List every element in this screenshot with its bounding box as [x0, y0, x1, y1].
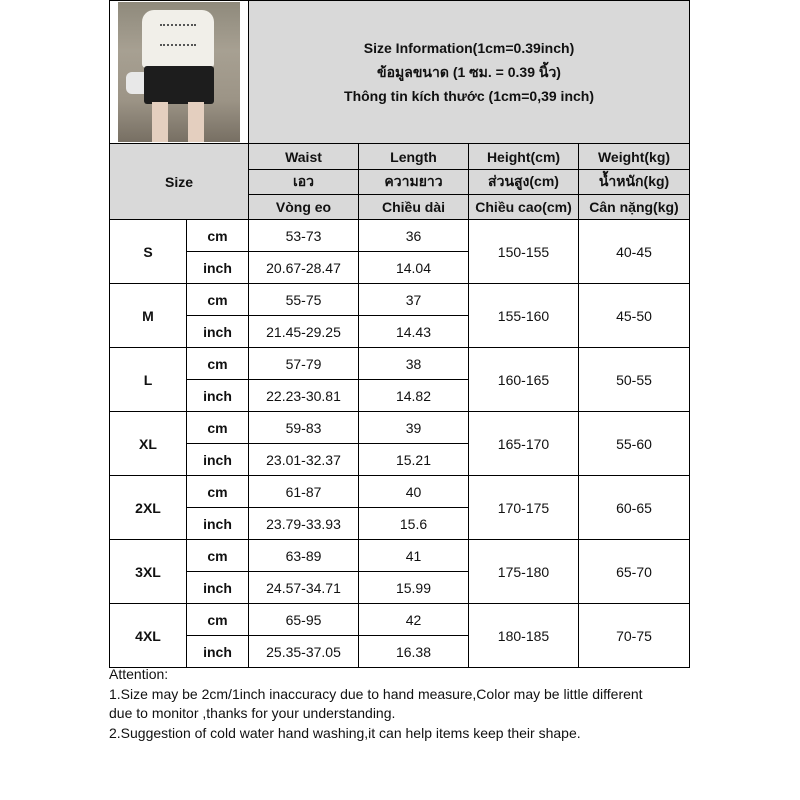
waist-cm-cell: 63-89 — [249, 540, 359, 572]
waist-inch-cell: 20.67-28.47 — [249, 252, 359, 284]
waist-header-en: Waist — [249, 144, 359, 170]
unit-cm-cell: cm — [187, 284, 249, 316]
waist-cm-cell: 61-87 — [249, 476, 359, 508]
length-cm-cell: 38 — [359, 348, 469, 380]
unit-cm-cell: cm — [187, 412, 249, 444]
size-chart — [109, 0, 689, 800]
unit-inch-cell: inch — [187, 636, 249, 668]
waist-cm-cell: 55-75 — [249, 284, 359, 316]
title-line-th: ข้อมูลขนาด (1 ซม. = 0.39 นิ้ว) — [377, 64, 561, 80]
height-cell: 150-155 — [469, 220, 579, 284]
size-row-cm — [110, 412, 690, 444]
waist-inch-cell: 23.01-32.37 — [249, 444, 359, 476]
length-cm-cell: 39 — [359, 412, 469, 444]
size-name-cell: L — [110, 348, 187, 412]
length-inch-cell: 16.38 — [359, 636, 469, 668]
size-table — [109, 0, 690, 668]
notes-line: due to monitor ,thanks for your understanding. — [109, 705, 396, 721]
size-name-cell: 2XL — [110, 476, 187, 540]
length-inch-cell: 14.43 — [359, 316, 469, 348]
unit-cm-cell: cm — [187, 220, 249, 252]
waist-inch-cell: 22.23-30.81 — [249, 380, 359, 412]
size-row-cm — [110, 476, 690, 508]
waist-cm-cell: 65-95 — [249, 604, 359, 636]
height-header-th: ส่วนสูง(cm) — [469, 170, 579, 195]
length-cm-cell: 41 — [359, 540, 469, 572]
waist-header-vi: Vòng eo — [249, 195, 359, 220]
height-header-en: Height(cm) — [469, 144, 579, 170]
length-header-th: ความยาว — [359, 170, 469, 195]
length-inch-cell: 15.21 — [359, 444, 469, 476]
title-line-vi: Thông tin kích thước (1cm=0,39 inch) — [344, 88, 594, 104]
notes-line: 1.Size may be 2cm/1inch inaccuracy due to hand measure,Color may be little different — [109, 685, 643, 702]
unit-inch-cell: inch — [187, 380, 249, 412]
length-inch-cell: 15.99 — [359, 572, 469, 604]
waist-cm-cell: 59-83 — [249, 412, 359, 444]
weight-cell: 60-65 — [579, 476, 690, 540]
waist-inch-cell: 24.57-34.71 — [249, 572, 359, 604]
height-cell: 170-175 — [469, 476, 579, 540]
attention-notes — [109, 665, 689, 800]
unit-inch-cell: inch — [187, 316, 249, 348]
title-line-en: Size Information(1cm=0.39inch) — [363, 40, 575, 56]
size-row-cm — [110, 540, 690, 572]
height-cell: 165-170 — [469, 412, 579, 476]
weight-header-en: Weight(kg) — [579, 144, 690, 170]
height-cell: 180-185 — [469, 604, 579, 668]
weight-cell: 55-60 — [579, 412, 690, 476]
length-inch-cell: 15.6 — [359, 508, 469, 540]
size-name-cell: M — [110, 284, 187, 348]
waist-inch-cell: 25.35-37.05 — [249, 636, 359, 668]
waist-cm-cell: 53-73 — [249, 220, 359, 252]
size-row-cm — [110, 284, 690, 316]
unit-cm-cell: cm — [187, 476, 249, 508]
notes-line: 2.Suggestion of cold water hand washing,it can help items keep their shape. — [109, 724, 581, 741]
size-name-cell: 4XL — [110, 604, 187, 668]
size-header: Size — [110, 144, 249, 220]
height-cell: 175-180 — [469, 540, 579, 604]
weight-cell: 50-55 — [579, 348, 690, 412]
waist-cm-cell: 57-79 — [249, 348, 359, 380]
size-row-cm — [110, 604, 690, 636]
length-cm-cell: 40 — [359, 476, 469, 508]
product-photo — [118, 2, 240, 142]
length-inch-cell: 14.04 — [359, 252, 469, 284]
length-cm-cell: 42 — [359, 604, 469, 636]
size-row-cm — [110, 348, 690, 380]
title-block — [249, 1, 690, 144]
unit-inch-cell: inch — [187, 444, 249, 476]
length-cm-cell: 37 — [359, 284, 469, 316]
size-name-cell: 3XL — [110, 540, 187, 604]
weight-header-th: น้ำหนัก(kg) — [579, 170, 690, 195]
weight-header-vi: Cân nặng(kg) — [579, 195, 690, 220]
height-cell: 155-160 — [469, 284, 579, 348]
waist-header-th: เอว — [249, 170, 359, 195]
unit-cm-cell: cm — [187, 604, 249, 636]
unit-inch-cell: inch — [187, 572, 249, 604]
length-header-vi: Chiều dài — [359, 195, 469, 220]
weight-cell: 45-50 — [579, 284, 690, 348]
waist-inch-cell: 21.45-29.25 — [249, 316, 359, 348]
weight-cell: 65-70 — [579, 540, 690, 604]
unit-cm-cell: cm — [187, 348, 249, 380]
waist-inch-cell: 23.79-33.93 — [249, 508, 359, 540]
weight-cell: 40-45 — [579, 220, 690, 284]
unit-inch-cell: inch — [187, 508, 249, 540]
unit-cm-cell: cm — [187, 540, 249, 572]
product-photo-cell — [110, 1, 249, 144]
unit-inch-cell: inch — [187, 252, 249, 284]
length-header-en: Length — [359, 144, 469, 170]
size-name-cell: XL — [110, 412, 187, 476]
length-inch-cell: 14.82 — [359, 380, 469, 412]
notes-heading: Attention: — [109, 666, 169, 682]
size-row-cm — [110, 220, 690, 252]
size-name-cell: S — [110, 220, 187, 284]
height-cell: 160-165 — [469, 348, 579, 412]
weight-cell: 70-75 — [579, 604, 690, 668]
height-header-vi: Chiều cao(cm) — [469, 195, 579, 220]
length-cm-cell: 36 — [359, 220, 469, 252]
